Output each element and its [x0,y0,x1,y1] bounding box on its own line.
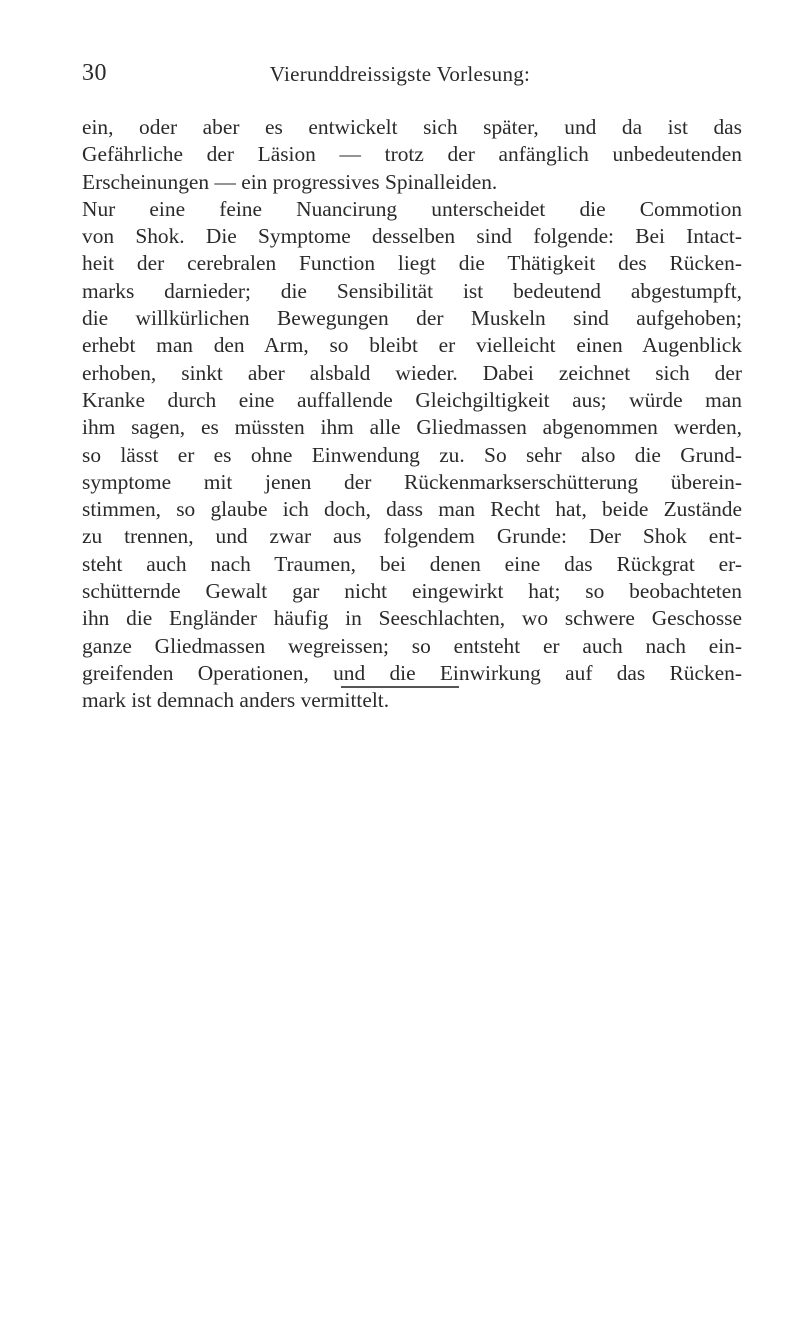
text-line: erhoben, sinkt aber alsbald wieder. Dabei zeichnet sich der [82,360,742,385]
text-line: schütternde Gewalt gar nicht eingewirkt hat; so beobachteten [82,579,742,604]
running-head: Vierunddreissigste Vorlesung: [269,62,531,86]
text-line: von Shok. Die Symptome desselben sind folgende: Bei Intact- [82,224,742,249]
text-line: mark ist demnach anders vermittelt. [82,688,390,713]
text-line: so lässt er es ohne Einwendung zu. So sehr also die Grund- [82,442,742,467]
text-line: Erscheinungen — ein progressives Spinalleiden. [82,169,498,194]
text-line: heit der cerebralen Function liegt die Thätigkeit des Rücken- [82,251,742,276]
text-line: steht auch nach Traumen, bei denen eine das Rückgrat er- [82,551,742,576]
text-line: ihn die Engländer häufig in Seeschlachten, wo schwere Geschosse [82,606,742,631]
text-line: erhebt man den Arm, so bleibt er vielleicht einen Augenblick [82,333,742,358]
text-line: stimmen, so glaube ich doch, dass man Recht hat, beide Zustände [82,497,742,522]
text-line: symptome mit jenen der Rückenmarkserschütterung überein- [82,469,742,494]
text-line: Nur eine feine Nuancirung unterscheidet die Commotion [82,196,742,221]
page-number: 30 [82,60,107,86]
text-line: Kranke durch eine auffallende Gleichgiltigkeit aus; würde man [82,387,742,412]
text-line: zu trennen, und zwar aus folgendem Grunde: Der Shok ent- [82,524,742,549]
text-line: ganze Gliedmassen wegreissen; so entsteht er auch nach ein- [82,633,742,658]
text-line: die willkürlichen Bewegungen der Muskeln sind aufgehoben; [82,306,742,331]
text-line: marks darnieder; die Sensibilität ist bedeutend abgestumpft, [82,278,742,303]
text-line: ihm sagen, es müssten ihm alle Gliedmassen abgenommen werden, [82,415,742,440]
text-line: greifenden Operationen, und die Einwirkung auf das Rücken- [82,660,742,685]
text-line: ein, oder aber es entwickelt sich später, und da ist das [82,115,742,139]
section-divider [341,686,459,688]
text-line: Gefährliche der Läsion — trotz der anfänglich unbedeutenden [82,142,742,167]
body-text [82,114,742,715]
